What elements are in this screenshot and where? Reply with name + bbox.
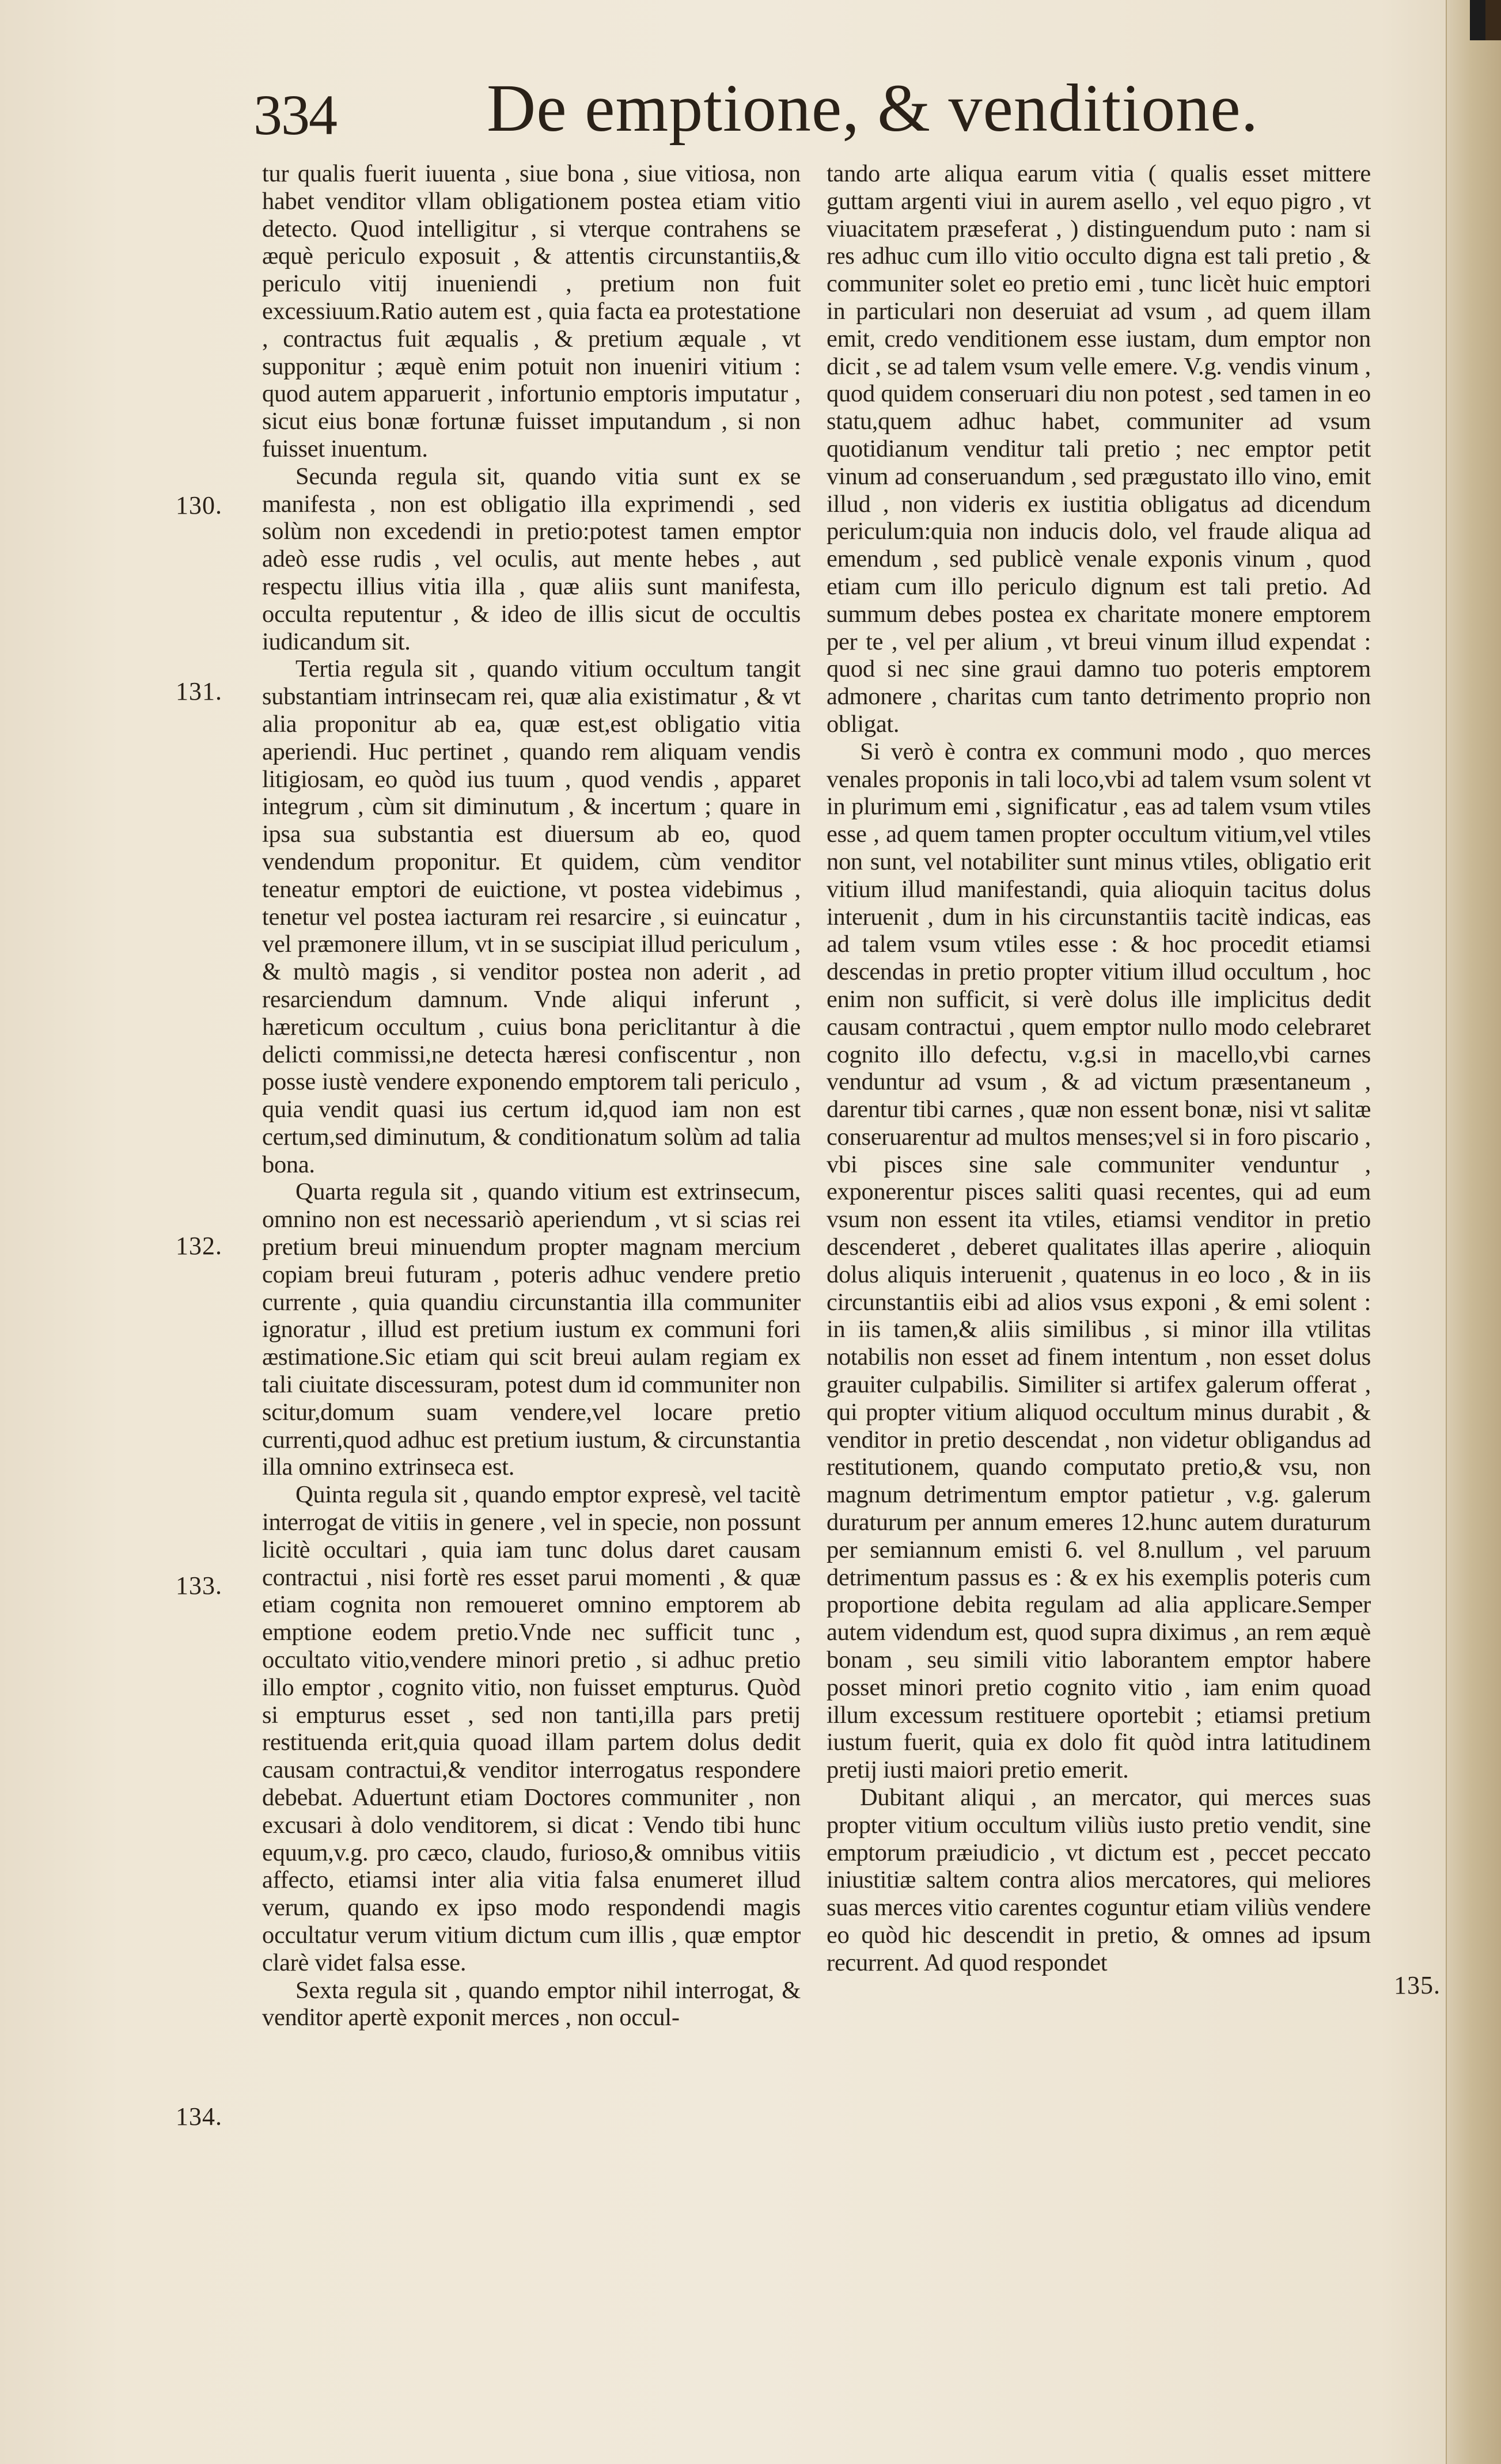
paragraph: Sexta regula sit , quando emptor nihil interrogat, & venditor apertè exponit merces , non occul- <box>262 1976 801 2032</box>
margin-number: 134. <box>176 2102 222 2131</box>
color-calibration-tab <box>1470 0 1501 40</box>
margin-number: 133. <box>176 1571 222 1600</box>
left-column <box>262 160 801 2032</box>
paragraph: Quinta regula sit , quando emptor expresè, vel tacitè interrogat de vitiis in genere , vel in specie, non possunt licitè occultari , quia iam tunc dolus daret causam contractui , nisi fortè res esset parui momenti , & quæ etiam cognita non remoueret omnino emptorem ab emptione eodem pretio.Vnde nec sufficit tunc , occultato vitio,vendere minori pretio , si adhuc pretio illo emptor , cognito vitio, non fuisset empturus. Quòd si empturus esset , sed non tanti,illa pars pretij restituenda erit,quia quoad illam partem dolus dedit causam contractui,& venditor interrogatus respondere debebat. Aduertunt etiam Doctores communiter , non excusari à dolo venditorem, si dicat : Vendo tibi hunc equum,v.g. pro cæco, claudo, furioso,& omnibus vitiis affecto, etiamsi inter alia vitia falsa enumeret illud verum, quando ex ipso modo respondendi magis occultatur verum vitium dictum cum illis , quæ emptor clarè videt falsa esse. <box>262 1481 801 1976</box>
running-head <box>253 69 1259 155</box>
page-number: 334 <box>253 83 336 147</box>
paragraph: Secunda regula sit, quando vitia sunt ex se manifesta , non est obligatio illa exprimendi , sed solùm non excedendi in pretio:potest tamen emptor adeò esse rudis , vel oculis, aut mente hebes , aut respectu illius vitia illa , quæ aliis sunt manifesta, occulta reputentur , & ideo de illis sicut de occultis iudicandum sit. <box>262 462 801 655</box>
paragraph: Tertia regula sit , quando vitium occultum tangit substantiam intrinsecam rei, quæ alia existimatur , & vt alia proponitur ab ea, quæ est,est obligatio vitia aperiendi. Huc pertinet , quando rem aliquam vendis litigiosam, eo quòd ius tuum , quod vendis , apparet integrum , cùm sit diminutum , & incertum ; quare in ipsa sua substantia est diuersum ab eo, quod vendendum proponitur. Et quidem, cùm venditor teneatur emptori de euictione, vt postea videbimus , tenetur vel postea iacturam rei resarcire , si euincatur , vel præmonere illum, vt in se suscipiat illud periculum , & multò magis , si venditor postea non aderit , ad resarciendum damnum. Vnde aliqui inferunt , hæreticum occultum , cuius bona periclitantur à die delicti commissi,ne detecta hæresi confiscentur , non posse iustè vendere exponendo emptorem tali periculo , quia vendit quasi ius certum id,quod iam non est certum,sed diminutum, & conditionatum solùm ad talia bona. <box>262 655 801 1178</box>
margin-number: 130. <box>176 491 222 519</box>
margin-number: 135. <box>1394 1971 1441 1999</box>
page-edge <box>1446 0 1501 2464</box>
paragraph: tur qualis fuerit iuuenta , siue bona , siue vitiosa, non habet venditor vllam obligationem postea etiam vitio detecto. Quod intelligitur , si vterque contrahens se æquè periculo exposuit , & attentis circunstantiis,& periculo vitij inueniendi , pretium non fuit excessiuum.Ratio autem est , quia facta ea protestatione , contractus fuit æqualis , & pretium æquale , vt supponitur ; æquè enim potuit non inueniri vitium : quod autem apparuerit , infortunio emptoris imputatur , sicut eius bonæ fortunæ fuisset imputandum , si non fuisset inuentum. <box>262 160 801 462</box>
margin-number: 131. <box>176 677 222 705</box>
right-column <box>827 160 1371 1977</box>
paragraph: Si verò è contra ex communi modo , quo merces venales proponis in tali loco,vbi ad talem vsum solent vt in plurimum emi , significatur , eas ad talem vsum vtiles esse , ad quem tamen propter occultum vitium,vel vtiles non sunt, vel notabiliter sunt minus vtiles, obligatio erit vitium illud manifestandi, quia alioquin tacitus dolus interuenit , dum in his circunstantiis tacitè indicas, eas ad talem vsum vtiles esse : & hoc procedit etiamsi descendas in pretio propter vitium illud occultum , hoc enim non sufficit, si verè dolus ille implicitus dedit causam contractui , quem emptor nullo modo celebraret cognito illo defectu, v.g.si in macello,vbi carnes venduntur ad vsum , & ad victum præsentaneum , darentur tibi carnes , quæ non essent bonæ, nisi vt salitæ conseruarentur ad multos menses;vel si in foro piscario , vbi pisces sine sale communiter venduntur , exponerentur pisces saliti quasi recentes, qui ad eum vsum non essent ita vtiles, etiamsi venditor in pretio descenderet , deberet qualitates illas aperire , alioquin dolus aliquis interuenit , quatenus in eo loco , & in iis circunstantiis eibi ad alios vsus exponi , & emi solent : in iis tamen,& aliis similibus , si minor illa vtilitas notabilis non esset ad finem intentum , non esset dolus grauiter culpabilis. Similiter si artifex galerum offerat , qui propter vitium aliquod occultum minus durabit , & venditor in pretio descendat , non videtur obligandus ad restitutionem, quando computato pretio,& vsu, non magnum detrimentum emptor patietur , v.g. galerum duraturum per annum emeres 12.hunc autem duraturum per semiannum emisti 6. vel 8.nullum , vel paruum detrimentum passus es : & ex his exemplis poteris cum proportione debita regulam ad alia applicare.Semper autem videndum est, quod supra diximus , an rem æquè bonam , seu simili vitio laborantem emptor habere posset minori pretio cognito vitio , iam enim quoad illum excessum restituere oportebit ; etiamsi pretium iustum fuerit, quia ex dolo fit quòd intra latitudinem pretij iusti maiori pretio emerit. <box>827 738 1371 1784</box>
margin-number: 132. <box>176 1232 222 1260</box>
page-title: De emptione, & venditione. <box>487 70 1259 146</box>
paragraph: Quarta regula sit , quando vitium est extrinsecum, omnino non est necessariò aperiendum , vt si scias rei pretium breui minuendum propter magnam mercium copiam breui futuram , poteris adhuc vendere pretio currente , quia quandiu circunstantia illa communiter ignoratur , illud est pretium iustum ex communi fori æstimatione.Sic etiam qui scit breui aulam regiam ex tali ciuitate discessuram, potest dum id communiter non scitur,domum suam vendere,vel locare pretio currenti,quod adhuc est pretium iustum, & circunstantia illa omnino extrinseca est. <box>262 1178 801 1481</box>
paragraph: Dubitant aliqui , an mercator, qui merces suas propter vitium occultum viliùs iusto pretio vendit, sine emptorum præiudicio , vt dictum est , peccet peccato iniustitiæ saltem contra alios mercatores, qui meliores suas merces vitio carentes coguntur etiam viliùs vendere eo quòd hic descendit in pretio, & omnes ad ipsum recurrent. Ad quod respondet <box>827 1784 1371 1976</box>
paragraph: tando arte aliqua earum vitia ( qualis esset mittere guttam argenti viui in aurem asello , vel equo pigro , vt viuacitatem præseferat , ) distinguendum puto : nam si res adhuc cum illo vitio occulto digna est tali pretio , & communiter solet eo pretio emi , tunc licèt huic emptori in particulari non deseruiat ad vsum , ad quem illam emit, credo venditionem esse iustam, dum emptor non dicit , se ad talem vsum velle emere. V.g. vendis vinum , quod quidem conseruari diu non potest , sed tamen in eo statu,quem adhuc habet, communiter ad vsum quotidianum venditur tali pretio ; nec emptor petit vinum ad conseruandum , sed prægustato illo vino, emit illud , non videris ex iustitia obligatus ad dicendum periculum:quia non inducis dolo, vel fraude aliqua ad emendum , sed publicè venale exponis vinum , quod etiam cum illo periculo dignum est tali pretio. Ad summum debes postea ex charitate monere emptorem per te , vel per alium , vt breui vinum illud expendat : quod si nec sine graui damno tuo poteris emptorem admonere , charitas cum tanto detrimento proprio non obligat. <box>827 160 1371 738</box>
